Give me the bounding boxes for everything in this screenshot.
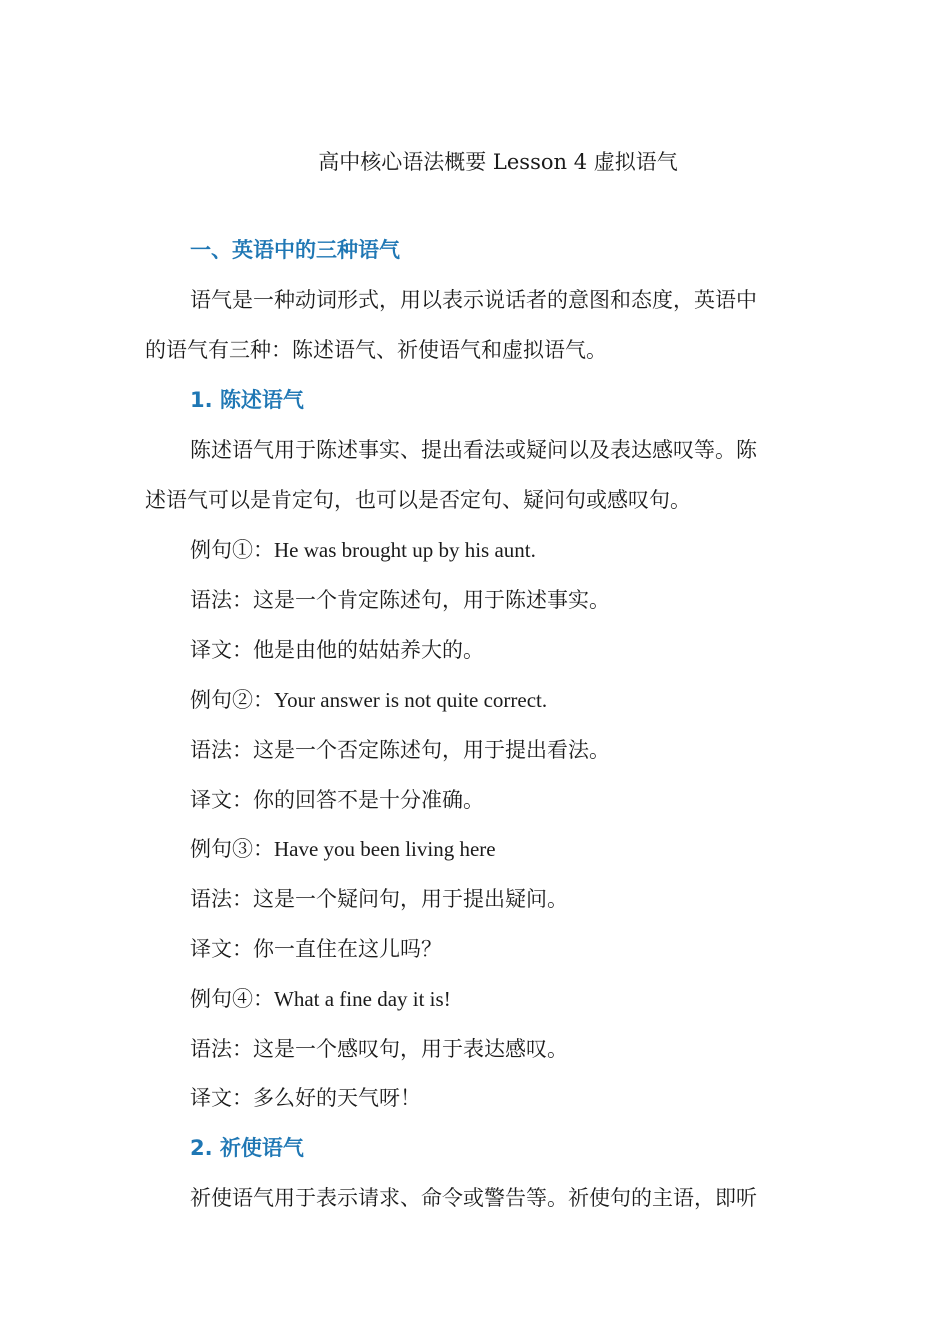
example-text: What a fine day it is! (274, 987, 451, 1011)
subsection-heading: 1. 陈述语气 (190, 388, 304, 412)
example-label: 例句②： (190, 688, 274, 712)
paragraph-line: 述语气可以是肯定句，也可以是否定句、疑问句或感叹句。 (145, 488, 691, 512)
document-title: 高中核心语法概要 Lesson 4 虚拟语气 (318, 150, 678, 174)
example-label: 例句①： (190, 538, 274, 562)
paragraph-line: 的语气有三种：陈述语气、祈使语气和虚拟语气。 (145, 338, 607, 362)
example-text: Have you been living here (274, 837, 496, 861)
paragraph-line: 陈述语气用于陈述事实、提出看法或疑问以及表达感叹等。陈 (190, 438, 757, 462)
subsection-heading: 2. 祈使语气 (190, 1136, 304, 1160)
translation-note: 译文：他是由他的姑姑养大的。 (190, 638, 484, 662)
example-label: 例句④： (190, 987, 274, 1011)
paragraph-line: 语气是一种动词形式，用以表示说话者的意图和态度，英语中 (190, 288, 757, 312)
grammar-note: 语法：这是一个肯定陈述句，用于陈述事实。 (190, 588, 610, 612)
translation-note: 译文：你一直住在这儿吗？ (190, 937, 442, 961)
grammar-note: 语法：这是一个感叹句，用于表达感叹。 (190, 1037, 568, 1061)
translation-note: 译文：多么好的天气呀！ (190, 1086, 421, 1110)
example-text: He was brought up by his aunt. (274, 538, 536, 562)
grammar-note: 语法：这是一个否定陈述句，用于提出看法。 (190, 738, 610, 762)
section-heading: 一、英语中的三种语气 (190, 238, 400, 262)
paragraph-line: 祈使语气用于表示请求、命令或警告等。祈使句的主语，即听 (190, 1186, 757, 1210)
example-sentence (190, 983, 451, 1015)
example-sentence (190, 534, 536, 566)
translation-note: 译文：你的回答不是十分准确。 (190, 788, 484, 812)
example-sentence (190, 684, 547, 716)
grammar-note: 语法：这是一个疑问句，用于提出疑问。 (190, 887, 568, 911)
example-text: Your answer is not quite correct. (274, 688, 548, 712)
example-label: 例句③： (190, 837, 274, 861)
example-sentence (190, 833, 496, 865)
